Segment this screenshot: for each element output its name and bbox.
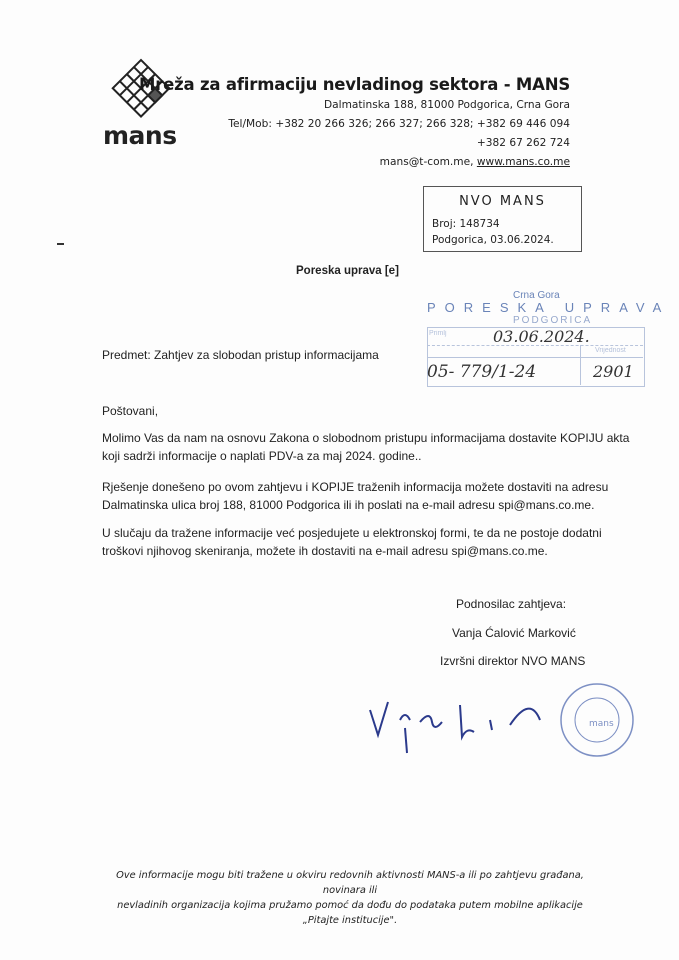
- stamp-code: 2901: [593, 362, 634, 381]
- stamp-reference: 05- 779/1-24: [427, 362, 537, 382]
- paragraph-line: U slučaju da tražene informacije već posjedujete u elektronskoj formi, te da ne postoje dodatni: [102, 526, 602, 540]
- org-address: Dalmatinska 188, 81000 Podgorica, Crna Gora: [323, 99, 570, 111]
- paragraph-3: [102, 524, 602, 560]
- ref-number: Broj: 148734: [432, 218, 500, 230]
- paragraph-line: Molimo Vas da nam na osnovu Zakona o slobodnom pristupu informacijama dostavite KOPIJU akta: [102, 431, 630, 445]
- org-contact: [380, 153, 570, 171]
- signer-name: Vanja Ćalović Marković: [452, 626, 576, 640]
- stamp-value-label: Vrijednost: [595, 347, 626, 354]
- stamp-institution: PORESKA UPRAVA: [427, 300, 671, 315]
- org-email[interactable]: mans@t-com.me,: [379, 156, 474, 168]
- scan-mark: [57, 243, 64, 245]
- stamp-received-label: Primlj: [429, 330, 447, 337]
- stamp-country: Crna Gora: [513, 290, 560, 301]
- org-phone-2: +382 67 262 724: [476, 137, 570, 149]
- paragraph-line: troškovi njihovog skeniranja, možete ih dostaviti na e-mail adresu spi@mans.co.me.: [102, 544, 548, 558]
- footer-line: nevladinih organizacija kojima pružamo pomoć da dođu do podataka putem mobilne aplikacije: [117, 900, 583, 911]
- org-phone: Tel/Mob: +382 20 266 326; 266 327; 266 328; +382 69 446 094: [228, 118, 570, 130]
- subject: Predmet: Zahtjev za slobodan pristup informacijama: [102, 348, 379, 362]
- handwritten-signature: [360, 680, 650, 760]
- footer-line: „Pitajte institucije".: [302, 915, 398, 926]
- reference-box: [423, 186, 582, 252]
- paragraph-2: [102, 478, 608, 514]
- paragraph-line: koji sadrži informacije o naplati PDV-a za maj 2024. godine..: [102, 449, 422, 463]
- paragraph-line: Dalmatinska ulica broj 188, 81000 Podgorica ili ih poslati na e-mail adresu spi@mans.co.me.: [102, 498, 595, 512]
- org-title: Mreža za afirmaciju nevladinog sektora - MANS: [138, 75, 570, 94]
- signer-role: Izvršni direktor NVO MANS: [440, 654, 586, 668]
- paragraph-line: Rješenje donešeno po ovom zahtjevu i KOPIJE traženih informacija možete dostaviti na adresu: [102, 480, 609, 494]
- ref-date: Podgorica, 03.06.2024.: [432, 234, 554, 246]
- footer-note: [110, 868, 590, 928]
- receipt-stamp: [425, 290, 671, 390]
- org-website[interactable]: www.mans.co.me: [476, 156, 570, 168]
- recipient: Poreska uprava [e]: [296, 265, 399, 277]
- stamp-city: PODGORICA: [513, 315, 593, 326]
- logo-text: mans: [103, 121, 177, 150]
- ref-org: NVO MANS: [459, 194, 546, 209]
- greeting: Poštovani,: [102, 404, 159, 418]
- signature-label: Podnosilac zahtjeva:: [456, 597, 567, 611]
- footer-line: Ove informacije mogu biti tražene u okviru redovnih aktivnosti MANS-a ili po zahtjevu građana, novinara ili: [116, 870, 584, 896]
- svg-text:mans: mans: [589, 719, 614, 729]
- organization-seal: [561, 684, 633, 756]
- paragraph-1: [102, 429, 629, 465]
- stamp-date: 03.06.2024.: [493, 327, 590, 346]
